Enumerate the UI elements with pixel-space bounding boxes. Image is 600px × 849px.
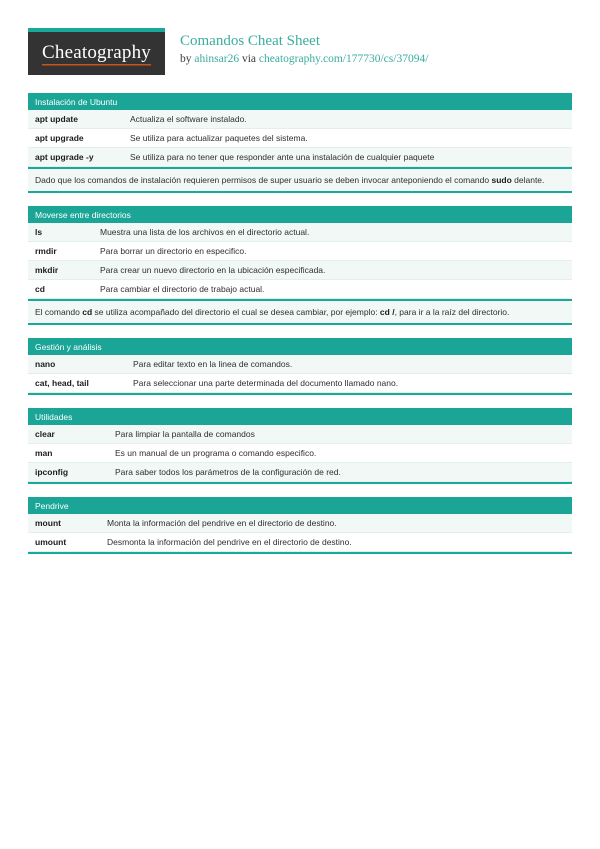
table-row bbox=[28, 129, 572, 148]
logo-text: Cheatography bbox=[42, 42, 151, 66]
author-link[interactable]: ahinsar26 bbox=[194, 53, 240, 65]
row-command: man bbox=[35, 448, 53, 458]
section-rows bbox=[28, 355, 572, 393]
section-header bbox=[28, 93, 572, 110]
note-emphasis-1: cd bbox=[82, 307, 93, 317]
section-title: Gestión y análisis bbox=[35, 341, 102, 352]
row-description: Muestra una lista de los archivos en el directorio actual. bbox=[100, 227, 310, 237]
row-description: Para borrar un directorio en especifico. bbox=[100, 246, 247, 256]
table-row bbox=[28, 533, 572, 552]
section-instalacion-de-ubuntu bbox=[28, 93, 572, 193]
row-command: apt upgrade -y bbox=[35, 152, 94, 162]
note-text-part1: El comando bbox=[35, 307, 83, 317]
row-description: Se utiliza para actualizar paquetes del sistema. bbox=[130, 133, 308, 143]
section-rows bbox=[28, 223, 572, 299]
row-command: apt update bbox=[35, 114, 78, 124]
table-row bbox=[28, 110, 572, 129]
table-row bbox=[28, 425, 572, 444]
row-command: nano bbox=[35, 359, 56, 369]
section-utilidades bbox=[28, 408, 572, 484]
table-row bbox=[28, 514, 572, 533]
table-row bbox=[28, 374, 572, 393]
section-header bbox=[28, 497, 572, 514]
row-command: rmdir bbox=[35, 246, 57, 256]
section-note bbox=[28, 299, 572, 323]
section-title: Instalación de Ubuntu bbox=[35, 96, 118, 107]
section-title: Pendrive bbox=[35, 500, 69, 511]
byline-via: via bbox=[239, 53, 259, 65]
section-rows bbox=[28, 425, 572, 482]
row-command: apt upgrade bbox=[35, 133, 84, 143]
section-gestion-y-analisis bbox=[28, 338, 572, 395]
row-command: mount bbox=[35, 518, 61, 528]
row-description: Se utiliza para no tener que responder ante una instalación de cualquier paquete bbox=[130, 152, 435, 162]
row-description: Para cambiar el directorio de trabajo actual. bbox=[100, 284, 265, 294]
row-description: Para limpiar la pantalla de comandos bbox=[115, 429, 255, 439]
table-row bbox=[28, 148, 572, 167]
row-description: Para seleccionar una parte determinada del documento llamado nano. bbox=[133, 378, 399, 388]
note-text-part2: se utiliza acompañado del directorio el cual se desea cambiar, por ejemplo: bbox=[92, 307, 380, 317]
byline bbox=[180, 52, 428, 67]
row-description: Para editar texto en la linea de comandos. bbox=[133, 359, 293, 369]
row-command: ls bbox=[35, 227, 43, 237]
table-row bbox=[28, 444, 572, 463]
row-command: umount bbox=[35, 537, 67, 547]
table-row bbox=[28, 223, 572, 242]
table-row bbox=[28, 463, 572, 482]
section-title: Moverse entre directorios bbox=[35, 209, 131, 220]
row-description: Actualiza el software instalado. bbox=[130, 114, 247, 124]
note-text-after: delante. bbox=[511, 175, 545, 185]
table-row bbox=[28, 355, 572, 374]
table-row bbox=[28, 261, 572, 280]
note-emphasis-2: cd / bbox=[379, 307, 395, 317]
section-header bbox=[28, 408, 572, 425]
section-pendrive bbox=[28, 497, 572, 554]
section-note bbox=[28, 167, 572, 191]
note-text-before: Dado que los comandos de instalación requieren permisos de super usuario se deben invocar anteponiendo el comando bbox=[35, 175, 492, 185]
section-title: Utilidades bbox=[35, 411, 73, 422]
section-rows bbox=[28, 514, 572, 552]
note-emphasis: sudo bbox=[491, 175, 512, 185]
page-header bbox=[28, 0, 572, 80]
page-title: Comandos Cheat Sheet bbox=[180, 33, 320, 49]
row-command: cd bbox=[35, 284, 45, 294]
section-header bbox=[28, 338, 572, 355]
section-moverse-entre-directorios bbox=[28, 206, 572, 325]
section-rows bbox=[28, 110, 572, 167]
row-description: Para crear un nuevo directorio en la ubicación especificada. bbox=[100, 265, 326, 275]
row-command: clear bbox=[35, 429, 55, 439]
row-command: mkdir bbox=[35, 265, 59, 275]
cheatography-logo bbox=[28, 28, 165, 75]
note-text-part3: , para ir a la raíz del directorio. bbox=[394, 307, 510, 317]
row-description: Es un manual de un programa o comando especifico. bbox=[115, 448, 317, 458]
table-row bbox=[28, 242, 572, 261]
row-description: Monta la información del pendrive en el directorio de destino. bbox=[107, 518, 337, 528]
row-command: cat, head, tail bbox=[35, 378, 89, 388]
source-url-link[interactable]: cheatography.com/177730/cs/37094/ bbox=[258, 53, 429, 65]
section-header bbox=[28, 206, 572, 223]
row-description: Para saber todos los parámetros de la configuración de red. bbox=[115, 467, 341, 477]
row-command: ipconfig bbox=[35, 467, 69, 477]
row-description: Desmonta la información del pendrive en el directorio de destino. bbox=[107, 537, 352, 547]
table-row bbox=[28, 280, 572, 299]
byline-by-prefix: by bbox=[180, 53, 195, 65]
header-text-block bbox=[165, 28, 428, 67]
